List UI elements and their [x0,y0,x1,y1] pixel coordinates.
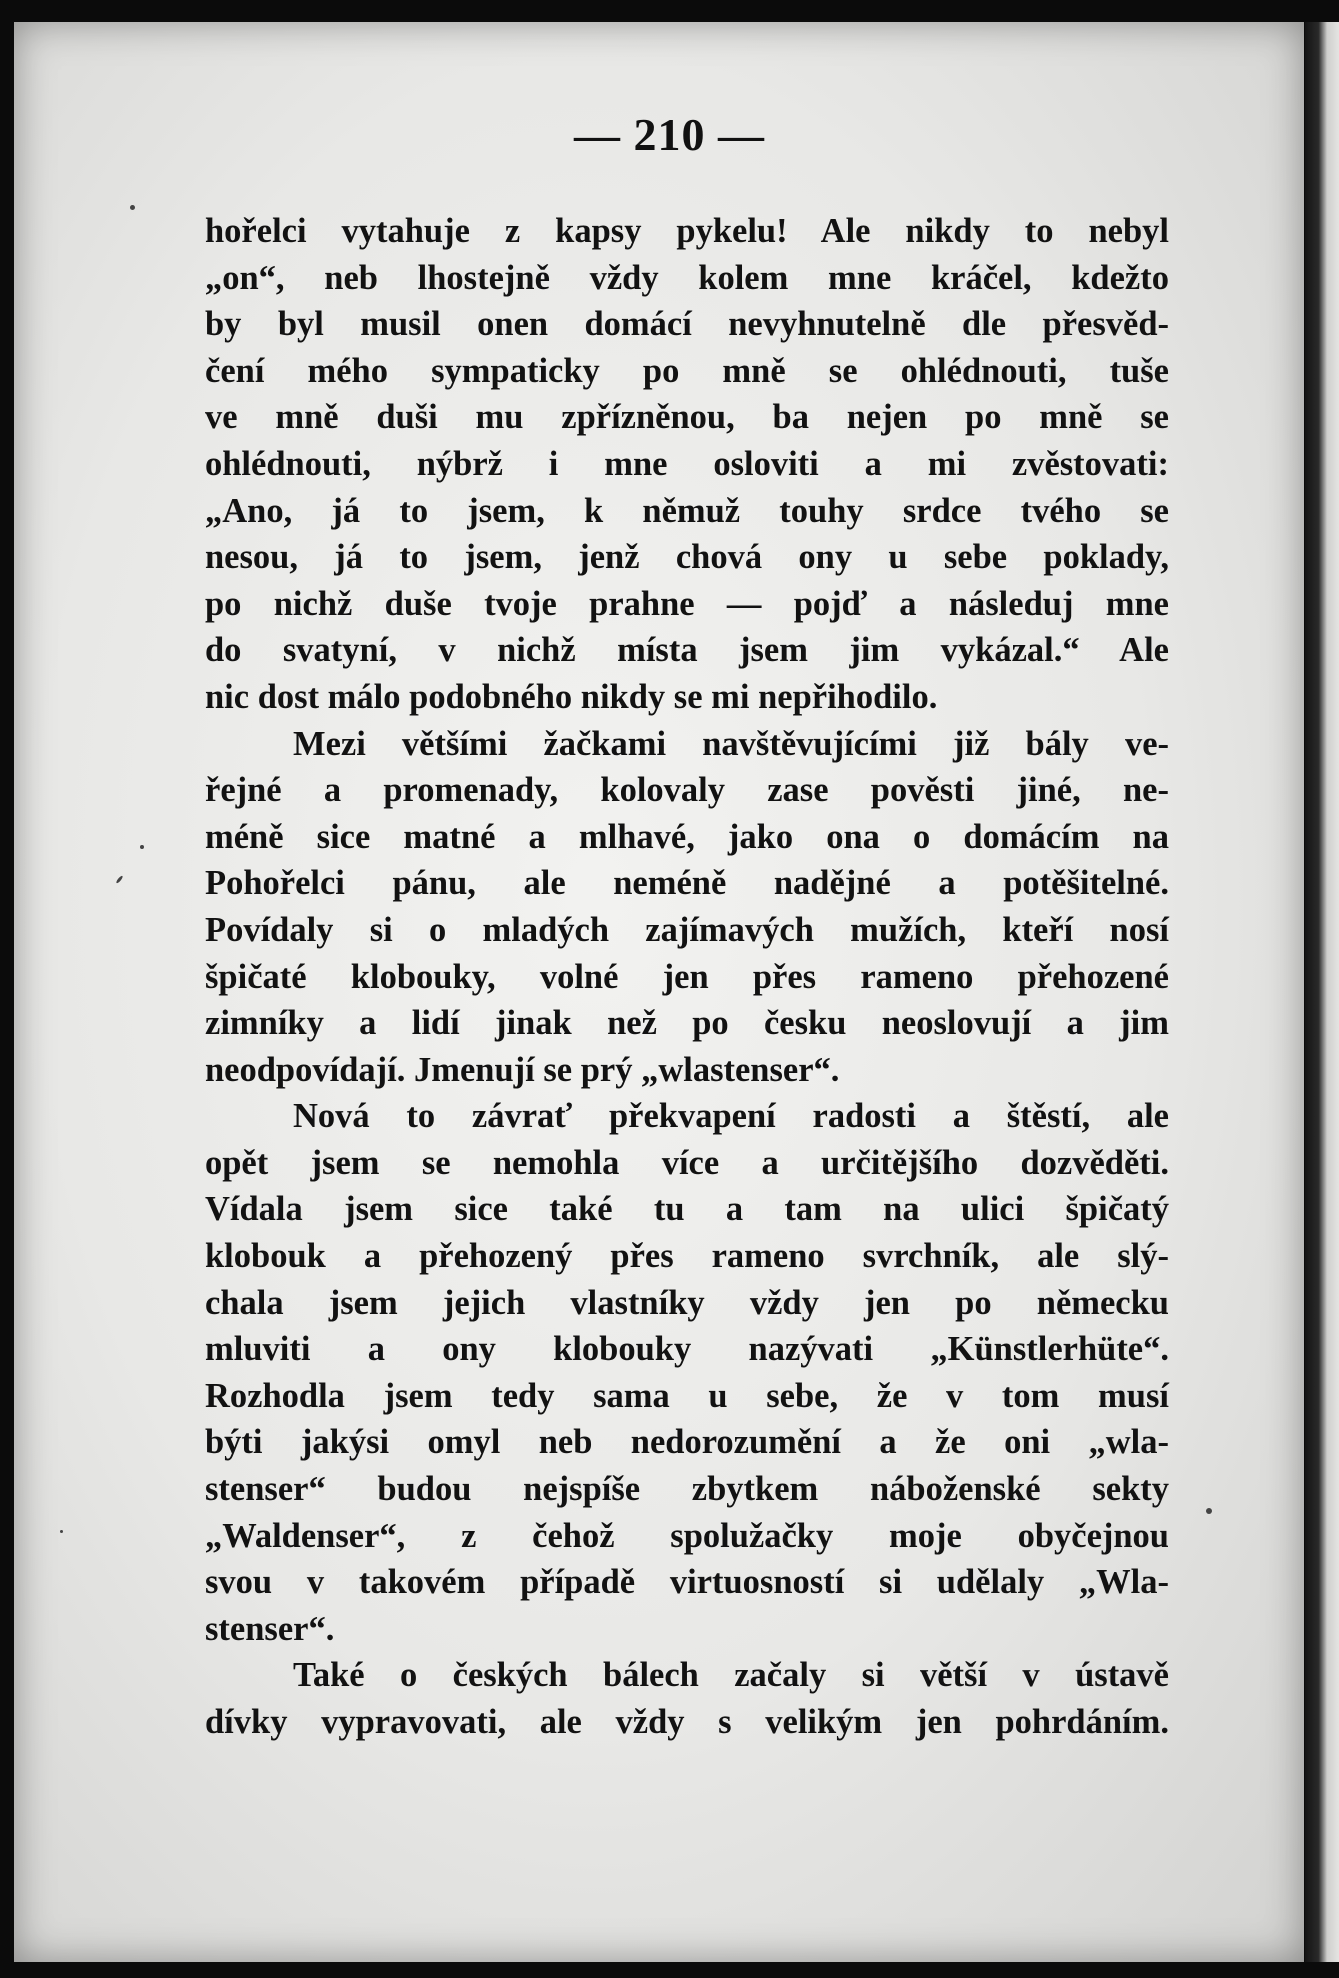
text-line: Také o českých bálech začaly si větší v ústavě [293,1656,1169,1695]
text-line: špičaté klobouky, volné jen přes rameno přehozené [205,957,1169,996]
text-line: Vídala jsem sice také tu a tam na ulici špičatý [205,1190,1169,1229]
page-gutter-edge [1305,22,1339,1962]
text-line: Nová to závrať překvapení radosti a štěstí, ale [293,1097,1169,1136]
text-line: dívky vypravovati, ale vždy s velikým jen pohrdáním. [205,1703,1169,1741]
text-line: po nichž duše tvoje prahne — pojď a následuj mne [205,584,1169,623]
text-line: „on“, neb lhostejně vždy kolem mne kráčel, kdežto [205,258,1169,297]
text-line: neodpovídají. Jmenují se prý „wlastenser“. [205,1050,840,1089]
text-line: opět jsem se nemohla více a určitějšího dozvěděti. [205,1143,1169,1182]
text-line: Rozhodla jsem tedy sama u sebe, že v tom musí [205,1376,1169,1415]
text-line: nic dost málo podobného nikdy se mi nepřihodilo. [205,677,938,716]
text-line: Pohořelci pánu, ale neméně nadějné a potěšitelné. [205,864,1169,903]
text-line: chala jsem jejich vlastníky vždy jen po německu [205,1283,1169,1322]
text-line: stenser“. [205,1609,335,1648]
text-line: zimníky a lidí jinak než po česku neoslovují a jim [205,1004,1169,1043]
text-line: čení mého sympaticky po mně se ohlédnouti, tuše [205,351,1169,390]
text-line: méně sice matné a mlhavé, jako ona o domácím na [205,817,1169,856]
scan-speck [60,1530,63,1533]
text-line: mluviti a ony klobouky nazývati „Künstlerhüte“. [205,1330,1169,1369]
page-number: — 210 — [574,109,765,160]
text-line: do svatyní, v nichž místa jsem jim vykázal.“ Ale [205,631,1169,670]
text-line: by byl musil onen domácí nevyhnutelně dle přesvěd- [205,305,1169,344]
text-line: býti jakýsi omyl neb nedorozumění a že oni „wla- [205,1423,1169,1462]
text-line: nesou, já to jsem, jenž chová ony u sebe poklady, [205,538,1169,577]
text-line: řejné a promenady, kolovaly zase pověsti jiné, ne- [205,771,1169,810]
scan-speck [1206,1508,1212,1514]
text-line: klobouk a přehozený přes rameno svrchník, ale slý- [205,1237,1169,1276]
text-line: ve mně duši mu zpřízněnou, ba nejen po mně se [205,398,1169,437]
text-line: „Waldenser“, z čehož spolužačky moje obyčejnou [205,1516,1169,1555]
text-line: stenser“ budou nejspíše zbytkem náboženské sekty [205,1470,1169,1509]
body-text [205,208,1169,1746]
scan-speck [130,205,135,210]
text-line: Povídaly si o mladých zajímavých mužích, kteří nosí [205,910,1169,949]
text-line: svou v takovém případě virtuosností si udělaly „Wla- [205,1563,1169,1602]
scan-speck [140,845,144,849]
text-line: „Ano, já to jsem, k němuž touhy srdce tvého se [205,491,1169,530]
text-line: Mezi většími žačkami navštěvujícími již bály ve- [293,724,1169,763]
text-line: ohlédnouti, nýbrž i mne osloviti a mi zvěstovati: [205,444,1169,483]
text-line: hořelci vytahuje z kapsy pykelu! Ale nikdy to nebyl [205,212,1169,250]
